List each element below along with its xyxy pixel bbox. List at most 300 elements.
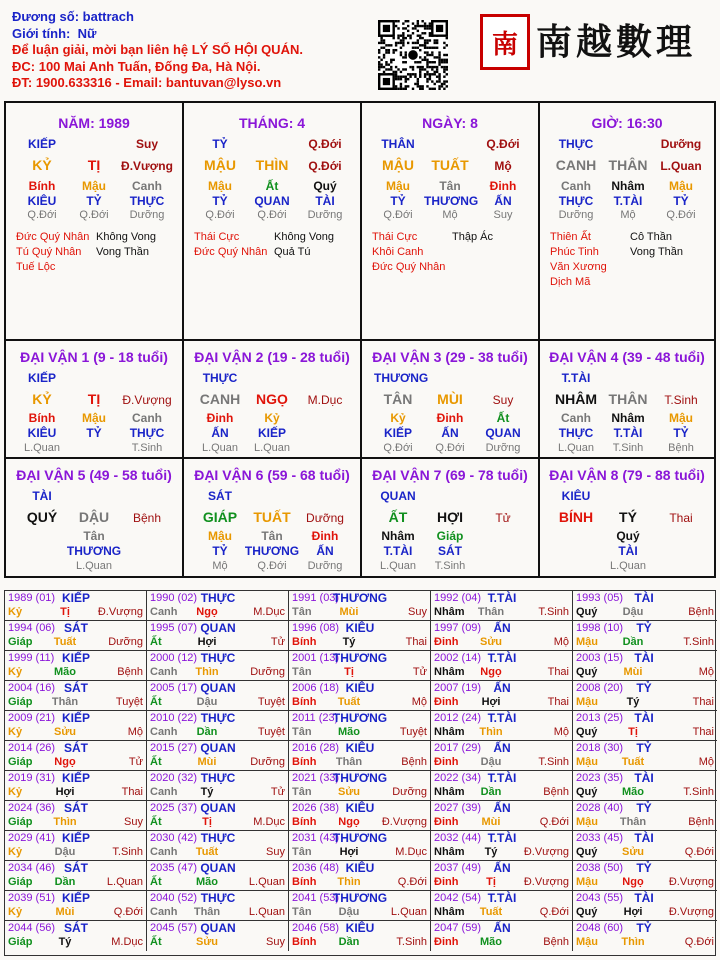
year-label: 2018 (30) [576, 742, 624, 754]
year-cell [289, 921, 431, 951]
shen-sha-right: Vong Thần [630, 246, 684, 258]
hidden-stem: Canh [132, 179, 162, 193]
year-can: Canh [150, 906, 178, 918]
year-star: KIÊU [345, 681, 375, 695]
year-can: Bính [292, 936, 317, 948]
year-cell [5, 651, 147, 681]
year-cell [5, 891, 147, 921]
year-star: SÁT [64, 741, 88, 755]
year-star: KIÊU [345, 741, 375, 755]
year-star: KIẾP [61, 831, 91, 845]
year-label: 2015 (27) [150, 742, 198, 754]
dai-van-cell [540, 459, 714, 577]
year-phase: Tuyệt [257, 726, 285, 738]
year-label: 2043 (55) [576, 892, 624, 904]
year-cell [431, 591, 573, 621]
year-cell [573, 831, 717, 861]
year-cell [5, 831, 147, 861]
year-label: 2026 (38) [292, 802, 340, 814]
year-star: ẤN [493, 801, 511, 815]
year-chi: Sửu [479, 636, 503, 648]
shen-sha-left: Văn Xương [550, 261, 607, 273]
shen-sha-right: Vong Thần [96, 246, 150, 258]
year-phase: Bệnh [688, 606, 714, 618]
year-chi: Mùi [339, 606, 359, 618]
year-star: TÀI [634, 591, 654, 605]
hidden-stem: Mậu [669, 411, 693, 425]
year-phase: Đ.Vượng [668, 906, 714, 918]
year-phase: Đ.Vượng [668, 876, 714, 888]
hidden-stem: Bính [28, 411, 56, 425]
dai-van-phase: Dưỡng [306, 511, 344, 525]
year-can: Mậu [576, 936, 598, 948]
year-label: 2034 (46) [8, 862, 56, 874]
hidden-star: TỶ [673, 426, 689, 440]
year-label: 2030 (42) [150, 832, 198, 844]
shen-sha-right: Không Vong [96, 231, 156, 243]
year-label: 2022 (34) [434, 772, 482, 784]
hidden-phase: T.Sinh [434, 560, 466, 572]
year-phase: M.Dục [111, 936, 143, 948]
year-can: Canh [150, 726, 178, 738]
year-chi: Tuất [53, 636, 77, 648]
year-cell [573, 771, 717, 801]
hidden-star: TỶ [86, 194, 102, 208]
year-cell [147, 681, 289, 711]
year-star: QUAN [200, 681, 236, 695]
year-cell [5, 681, 147, 711]
year-label: 2008 (20) [576, 682, 624, 694]
pillar-title: THÁNG: 4 [238, 115, 306, 131]
shen-sha-left: Thái Cực [372, 231, 418, 243]
year-chi: Tý [342, 636, 356, 648]
year-phase: Mộ [553, 636, 569, 648]
year-label: 2038 (50) [576, 862, 624, 874]
year-star: ẤN [493, 621, 511, 635]
hidden-phase: Mộ [442, 209, 458, 221]
year-phase: Đ.Vượng [523, 876, 569, 888]
year-phase: Tử [128, 756, 143, 768]
year-star: SÁT [64, 801, 88, 815]
year-phase: Mộ [411, 696, 427, 708]
hidden-star: SÁT [438, 544, 462, 558]
year-can: Tân [292, 606, 312, 618]
pillar-cell [6, 103, 184, 341]
year-star: T.TÀI [487, 651, 517, 665]
year-star: TÀI [634, 771, 654, 785]
year-can: Kỷ [8, 606, 23, 618]
year-chi: Thân [477, 606, 505, 618]
hidden-phase: Q.Đới [205, 209, 235, 221]
year-star: THƯƠNG [332, 651, 388, 665]
hidden-phase: T.Sinh [612, 442, 644, 454]
year-star: QUAN [200, 861, 236, 875]
year-phase: Mộ [127, 726, 143, 738]
shen-sha-left: Tú Quý Nhân [16, 246, 82, 258]
hidden-stem: Nhâm [611, 411, 645, 425]
shen-sha-left: Thiên Ất [550, 231, 591, 243]
year-cell [147, 801, 289, 831]
hidden-star: T.TÀI [613, 194, 643, 208]
year-star: SÁT [64, 861, 88, 875]
hidden-star: TỶ [86, 426, 102, 440]
year-phase: L.Quan [390, 906, 427, 918]
year-label: 2025 (37) [150, 802, 198, 814]
hidden-stem: Nhâm [381, 529, 415, 543]
hidden-star: T.TÀI [383, 544, 413, 558]
year-star: T.TÀI [487, 891, 517, 905]
year-can: Bính [292, 636, 317, 648]
year-chi: Mùi [481, 816, 501, 828]
year-chi: Sửu [337, 786, 361, 798]
dai-van-title: ĐẠI VẬN 6 (59 - 68 tuổi) [194, 467, 350, 483]
year-chi: Ngọ [480, 666, 502, 678]
year-star: TỶ [636, 921, 652, 935]
year-cell [147, 651, 289, 681]
hidden-stem: Mậu [669, 179, 693, 193]
year-cell [573, 591, 717, 621]
pillar-can: MẬU [204, 157, 236, 173]
year-phase: M.Dục [253, 606, 285, 618]
gender-line [12, 26, 303, 43]
year-label: 1989 (01) [8, 592, 56, 604]
pillar-star: KIẾP [27, 137, 56, 151]
dai-van-cell [362, 341, 540, 459]
dai-van-title: ĐẠI VẬN 4 (39 - 48 tuổi) [549, 349, 705, 365]
year-can: Canh [150, 666, 178, 678]
year-cell [289, 741, 431, 771]
year-label: 1991 (03) [292, 592, 340, 604]
year-can: Quý [576, 606, 598, 618]
year-chi: Tị [486, 876, 496, 888]
gender-label: Giới tính: [12, 25, 71, 41]
year-phase: Thai [405, 636, 427, 648]
dai-van-can: CANH [199, 391, 241, 407]
address-line: ĐC: 100 Mai Anh Tuấn, Đống Đa, Hà Nội. [12, 58, 261, 74]
year-phase: Suy [266, 936, 285, 948]
year-star: ẤN [493, 921, 511, 935]
year-label: 2040 (52) [150, 892, 198, 904]
year-label: 1992 (04) [434, 592, 482, 604]
year-chi: Ngọ [338, 816, 360, 828]
year-phase: Thai [692, 726, 714, 738]
year-cell [147, 711, 289, 741]
year-star: T.TÀI [487, 831, 517, 845]
year-label: 1993 (05) [576, 592, 624, 604]
year-can: Đinh [434, 876, 459, 888]
hidden-phase: Q.Đới [383, 442, 413, 454]
year-can: Đinh [434, 756, 459, 768]
year-chi: Dần [622, 636, 644, 648]
dai-van-chi: THÂN [608, 391, 648, 407]
hidden-phase: Dưỡng [129, 209, 165, 221]
year-chi: Ngọ [54, 756, 76, 768]
dai-van-chi: TỊ [87, 391, 101, 407]
year-phase: Q.Đới [684, 936, 714, 948]
dai-van-star: T.TÀI [561, 371, 591, 385]
year-chi: Tý [484, 846, 498, 858]
year-phase: T.Sinh [538, 606, 569, 618]
year-label: 2041 (53) [292, 892, 340, 904]
hidden-stem: Mậu [208, 179, 232, 193]
hidden-star: THỰC [129, 426, 165, 440]
pillar-chi: THÌN [255, 157, 289, 173]
year-star: KIÊU [345, 801, 375, 815]
hidden-phase: Q.Đới [257, 560, 287, 572]
hidden-star: QUAN [485, 426, 521, 440]
hidden-stem: Kỷ [390, 411, 406, 425]
year-phase: Mộ [698, 756, 714, 768]
dai-van-phase: T.Sinh [664, 393, 698, 407]
hidden-phase: Bệnh [668, 442, 694, 454]
year-cell [289, 651, 431, 681]
year-label: 2028 (40) [576, 802, 624, 814]
red-seal-logo: 南 [480, 14, 530, 70]
year-cell [431, 861, 573, 891]
year-chi: Hợi [55, 786, 75, 798]
shen-sha-left: Đức Quý Nhân [372, 261, 446, 273]
dai-van-chi: HỢI [437, 509, 463, 525]
year-chi: Mão [622, 786, 644, 798]
hidden-stem: Quý [313, 179, 337, 193]
dai-van-chi: TUẤT [253, 509, 291, 525]
year-can: Đinh [434, 696, 459, 708]
hidden-stem: Giáp [436, 529, 464, 543]
year-star: KIẾP [61, 711, 91, 725]
hidden-star: ẤN [494, 194, 512, 208]
hidden-phase: L.Quan [379, 560, 417, 572]
year-can: Nhâm [434, 666, 465, 678]
hidden-stem: Kỷ [264, 411, 280, 425]
year-star: ẤN [493, 681, 511, 695]
year-cell [431, 621, 573, 651]
year-label: 2006 (18) [292, 682, 340, 694]
year-can: Kỷ [8, 726, 23, 738]
hidden-star: THỰC [558, 194, 594, 208]
hidden-star: T.TÀI [613, 426, 643, 440]
year-can: Giáp [8, 696, 33, 708]
year-chi: Hợi [197, 636, 217, 648]
pillar-cell [362, 103, 540, 341]
hidden-star: TỶ [212, 194, 228, 208]
year-phase: Q.Đới [397, 876, 427, 888]
year-can: Giáp [8, 876, 33, 888]
dai-van-can: QUÝ [26, 509, 58, 525]
year-phase: Tuyệt [257, 696, 285, 708]
year-cell [431, 801, 573, 831]
year-chi: Tý [626, 696, 640, 708]
year-label: 2004 (16) [8, 682, 56, 694]
shen-sha-left: Khôi Canh [372, 246, 424, 258]
hidden-stem: Tân [439, 179, 461, 193]
year-chi: Dần [196, 726, 218, 738]
year-cell [147, 831, 289, 861]
dai-van-star: QUAN [380, 489, 416, 503]
year-cell [431, 921, 573, 951]
year-can: Mậu [576, 636, 598, 648]
year-phase: M.Dục [253, 816, 285, 828]
year-star: KIẾP [61, 771, 91, 785]
chart-grid [4, 101, 716, 578]
year-cell [5, 861, 147, 891]
year-cell [573, 621, 717, 651]
hidden-phase: L.Quan [557, 442, 595, 454]
year-can: Ất [150, 696, 162, 708]
hidden-stem: Đinh [489, 179, 517, 193]
dai-van-star: KIẾP [27, 371, 56, 385]
year-chi: Tý [58, 936, 72, 948]
pillar-phase: Q.Đới [308, 159, 342, 173]
year-chi: Mùi [623, 666, 643, 678]
shen-sha-right: Cô Thần [630, 231, 672, 243]
year-can: Kỷ [8, 786, 23, 798]
year-can: Mậu [576, 876, 598, 888]
year-can: Bính [292, 756, 317, 768]
year-label: 2032 (44) [434, 832, 482, 844]
year-can: Bính [292, 696, 317, 708]
pillar-can: CANH [555, 157, 597, 173]
year-star: THỰC [200, 771, 236, 785]
year-phase: Thai [121, 786, 143, 798]
year-label: 2024 (36) [8, 802, 56, 814]
dai-van-phase: M.Dục [307, 393, 343, 407]
contact-line: Để luận giải, mời bạn liên hệ LÝ SỐ HỘI QUÁN. [12, 42, 303, 57]
year-star: TỶ [636, 681, 652, 695]
shen-sha-left: Đức Quý Nhân [16, 231, 90, 243]
pillar-phase: L.Quan [660, 159, 702, 173]
year-chi: Thân [335, 756, 363, 768]
dai-van-can: NHÂM [555, 391, 597, 407]
year-star: THƯƠNG [332, 771, 388, 785]
pillar-star-phase: Q.Đới [486, 137, 520, 151]
year-phase: Bệnh [543, 786, 569, 798]
brand-logo: 南越數理 [536, 21, 697, 63]
dai-van-phase: Suy [492, 393, 514, 407]
year-chi: Mùi [197, 756, 217, 768]
year-cell [431, 651, 573, 681]
year-can: Quý [576, 846, 598, 858]
hidden-stem: Mậu [386, 179, 410, 193]
hidden-star: ẤN [211, 426, 229, 440]
hidden-phase: L.Quan [23, 442, 61, 454]
year-label: 2048 (60) [576, 922, 624, 934]
pillar-chi: TỊ [87, 157, 101, 173]
year-cell [5, 921, 147, 951]
year-phase: L.Quan [248, 906, 285, 918]
year-chi: Dậu [54, 846, 76, 858]
year-cell [5, 771, 147, 801]
year-chi: Thìn [53, 816, 77, 828]
year-chi: Dậu [480, 756, 502, 768]
year-phase: Suy [124, 816, 143, 828]
year-cell [289, 891, 431, 921]
year-cell [289, 681, 431, 711]
year-label: 1994 (06) [8, 622, 56, 634]
year-cell [147, 771, 289, 801]
year-label: 1995 (07) [150, 622, 198, 634]
hidden-phase: Mộ [620, 209, 636, 221]
year-star: TÀI [634, 711, 654, 725]
year-phase: Đ.Vượng [97, 606, 143, 618]
year-star: THỰC [200, 651, 236, 665]
hidden-star: QUAN [254, 194, 290, 208]
year-star: TÀI [634, 651, 654, 665]
hidden-star: ẤN [316, 544, 334, 558]
year-phase: Mộ [698, 666, 714, 678]
year-cell [289, 591, 431, 621]
year-phase: Bệnh [688, 816, 714, 828]
year-phase: Tử [270, 636, 285, 648]
shen-sha-left: Đức Quý Nhân [194, 246, 268, 258]
year-star: TÀI [634, 831, 654, 845]
hidden-phase: Q.Đới [666, 209, 696, 221]
shen-sha-left: Thái Cực [194, 231, 240, 243]
year-label: 2019 (31) [8, 772, 56, 784]
year-label: 2011 (23) [292, 712, 339, 724]
year-chi: Sửu [195, 936, 219, 948]
year-phase: Q.Đới [684, 846, 714, 858]
year-label: 2003 (15) [576, 652, 624, 664]
year-can: Tân [292, 786, 312, 798]
year-star: ẤN [493, 741, 511, 755]
year-phase: Dưỡng [250, 756, 285, 768]
year-cell [147, 861, 289, 891]
year-cell [573, 681, 717, 711]
year-phase: Dưỡng [392, 786, 427, 798]
year-chi: Thân [193, 906, 221, 918]
year-phase: Thai [547, 666, 569, 678]
year-star: THỰC [200, 711, 236, 725]
year-chi: Mão [54, 666, 76, 678]
hidden-stem: Ất [265, 179, 279, 193]
year-label: 2042 (54) [434, 892, 482, 904]
year-chi: Dần [480, 786, 502, 798]
year-star: TỶ [636, 741, 652, 755]
year-star: ẤN [493, 861, 511, 875]
year-phase: Thai [547, 696, 569, 708]
gender-value: Nữ [77, 25, 97, 41]
hidden-stem: Tân [83, 529, 105, 543]
year-can: Đinh [434, 816, 459, 828]
year-phase: Bệnh [117, 666, 143, 678]
pillar-title: NGÀY: 8 [422, 115, 478, 131]
year-can: Đinh [434, 636, 459, 648]
year-phase: Bệnh [401, 756, 427, 768]
qr-code-icon[interactable] [378, 20, 448, 90]
year-phase: T.Sinh [112, 846, 143, 858]
year-can: Tân [292, 846, 312, 858]
year-phase: Tử [412, 666, 427, 678]
year-label: 2017 (29) [434, 742, 482, 754]
year-chi: Mão [196, 876, 218, 888]
year-can: Giáp [8, 636, 33, 648]
pillar-cell [540, 103, 714, 341]
year-star: QUAN [200, 621, 236, 635]
year-chi: Thìn [479, 726, 503, 738]
year-phase: T.Sinh [396, 936, 427, 948]
dai-van-chi: MÙI [437, 391, 463, 407]
year-star: THỰC [200, 831, 236, 845]
year-chi: Mão [480, 936, 502, 948]
year-cell [5, 801, 147, 831]
year-phase: Thai [692, 696, 714, 708]
header [12, 9, 303, 92]
dai-van-title: ĐẠI VẬN 8 (79 - 88 tuổi) [549, 467, 705, 483]
year-cell [147, 921, 289, 951]
hidden-phase: Q.Đới [79, 209, 109, 221]
pillar-cell [184, 103, 362, 341]
year-can: Tân [292, 906, 312, 918]
